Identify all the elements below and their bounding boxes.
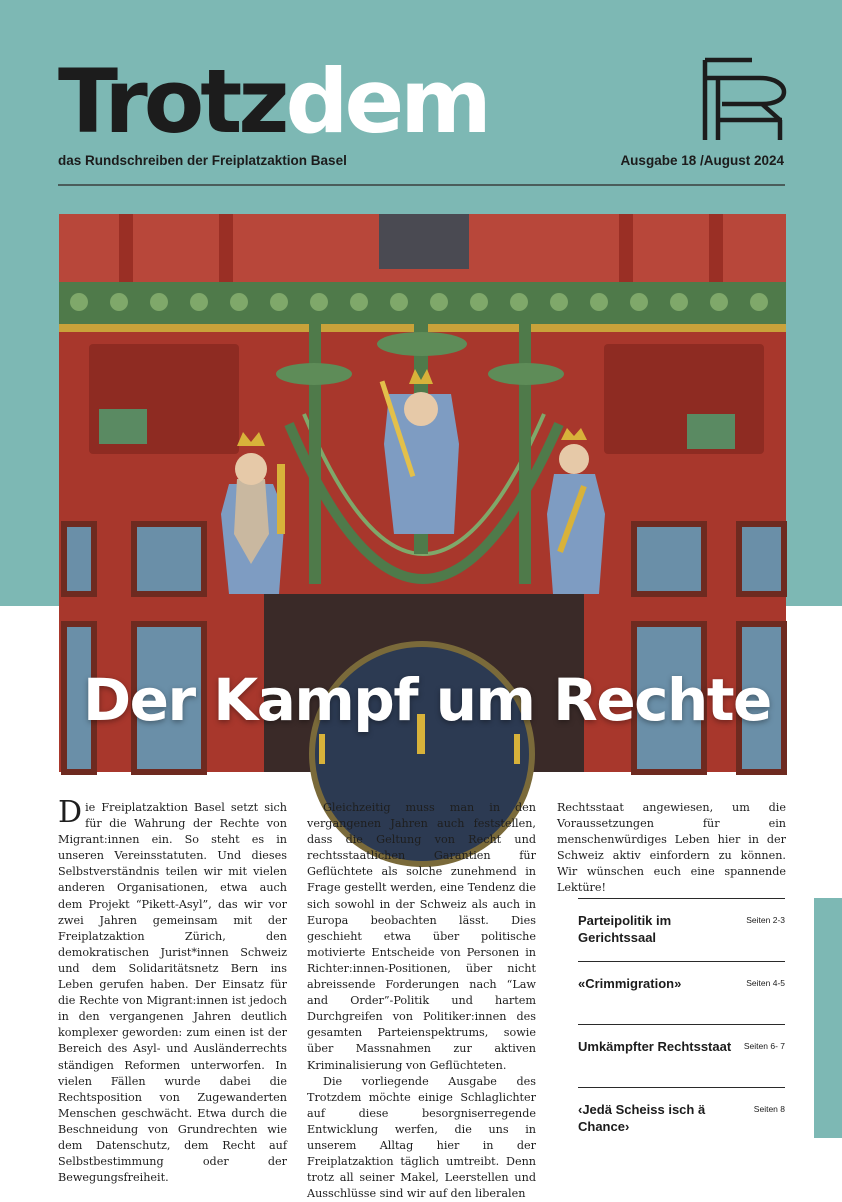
toc-item[interactable] (578, 1024, 785, 1087)
drop-cap: D (58, 795, 83, 830)
toc-item-title: Parteipolitik im Gerichtssaal (578, 913, 672, 945)
header-divider (58, 184, 785, 186)
masthead-title-light: dem (285, 50, 488, 153)
toc-item[interactable] (578, 1087, 785, 1150)
toc-item-pages: Seiten 6- 7 (743, 1041, 785, 1051)
article-text-1: ie Freiplatzaktion Basel setzt sich für die Wahrung der Rechte von Migrant:innen ein. So steht es in unseren Vereinsstatuten. Und dieses Selbstverständnis teilen wir mit vielen anderen Organisationen, etwa auch dem Projekt “Pikett-Asyl”, das wir vor zwei Jahren gemeinsam mit der Freiplatzaktion Zürich, den demokratischen Jurist*innen Schweiz und dem Solidaritätsnetz Bern ins Leben gerufen haben. Der Einsatz für die Rechte von Migrant:innen ist jedoch in den vergangenen Jahren deutlich komplexer geworden: zum einen ist der Bereich des Asyl- und Ausländerrechts ständigen Reformen unterworfen. In vielen Fällen wurde dabei die Rechtsposition von Zugewanderten Menschen geschwächt. Etwa durch die Beschneidung von Grundrechten wie dem Datenschutz, dem Recht auf Selbstbestimmung oder der Bewegungsfreiheit. (58, 801, 287, 1185)
article-column-3 (557, 800, 786, 897)
toc-item-pages: Seiten 2-3 (746, 915, 785, 925)
article-column-2 (307, 800, 536, 1202)
article-text-2b: Die vorliegende Ausgabe des Trotzdem möchte einige Schlaglichter auf diese besorgniserregende Entwicklung werfen, die uns in unserem Alltag hier in der Freiplatzaktion täglich umtreibt. Denn trotz all seiner Makel, Leerstellen und Ausschlüsse sind wir auf den liberalen (307, 1074, 536, 1201)
toc-item-title: ‹Jedä Scheiss isch ä Chance› (578, 1102, 706, 1134)
article-column-1 (58, 795, 287, 1186)
hero-photo (59, 214, 786, 772)
toc-item-pages: Seiten 4-5 (746, 978, 785, 988)
toc-item-title: «Crimmigration» (578, 976, 682, 991)
side-accent-tab (814, 898, 842, 1138)
toc-item[interactable] (578, 898, 785, 961)
article-text-3: Rechtsstaat angewiesen, um die Voraussetzungen für ein menschenwürdiges Leben hier in der Schweiz aktiv einfordern zu können. Wir wünschen euch eine spannende Lektüre! (557, 801, 786, 895)
toc-item-title: Umkämpfter Rechtsstaat (578, 1039, 732, 1054)
table-of-contents (578, 898, 785, 1150)
toc-item[interactable] (578, 961, 785, 1024)
issue-label: Ausgabe 18 /August 2024 (620, 153, 784, 168)
masthead-title (58, 50, 488, 153)
fpa-logo-icon (702, 58, 786, 140)
masthead-title-dark: Trotz (58, 50, 286, 153)
article-text-2a: Gleichzeitig muss man in den vergangenen Jahren auch feststellen, dass die Geltung von Recht und rechtsstaatlichen Garantien für Geflüchtete als solche zunehmend in Frage gestellt werden, eine Tendenz die sich sowohl in der Schweiz als auch in Europa beobachten lässt. Dies geschieht etwa über politische motivierte Entscheide von Personen in Richter:innen-Positionen, über nicht abreissende Forderungen nach “Law and Order”-Politik und hartem Durchgreifen von Politiker:innen des gesamten Parteienspektrums, sowie über Massnahmen zur aktiven Kriminalisierung von Geflüchteten. (307, 801, 536, 1072)
toc-item-pages: Seiten 8 (753, 1104, 785, 1114)
hero-headline: Der Kampf um Rechte (83, 666, 771, 734)
masthead-subtitle: das Rundschreiben der Freiplatzaktion Basel (58, 153, 347, 168)
